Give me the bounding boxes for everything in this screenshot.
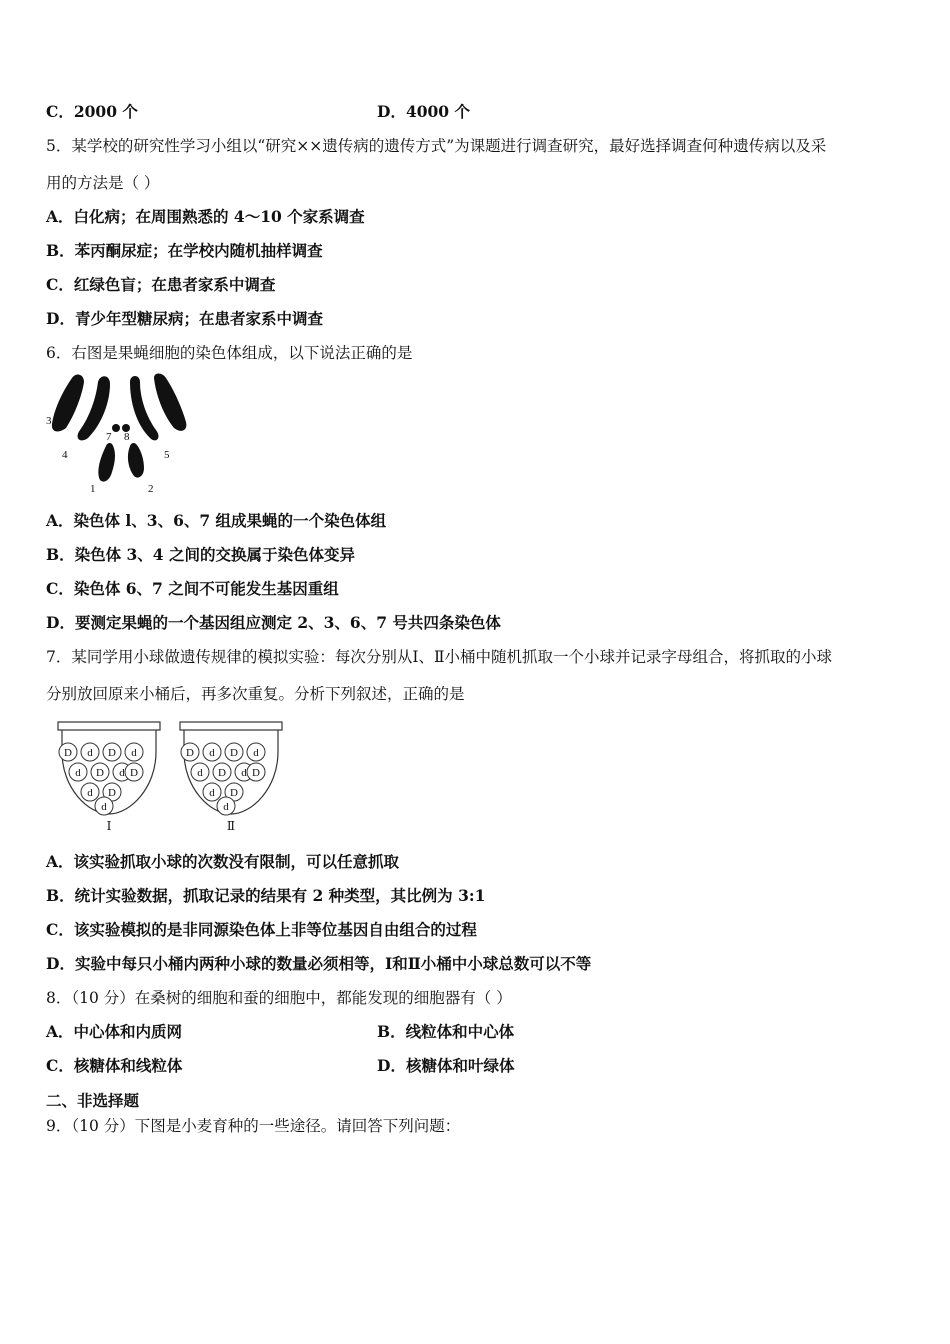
bucket-2-ball-letter: d (209, 787, 215, 799)
q8-option-a: A．中心体和内质网 (46, 1022, 183, 1041)
chromosome-7 (112, 424, 120, 432)
bucket-1-label: Ⅰ (106, 819, 112, 833)
bucket-1-ball-letter: D (64, 747, 72, 759)
q8-option-d: D．核糖体和叶绿体 (377, 1056, 515, 1075)
bucket-1-ball-letter: d (87, 787, 93, 799)
option-c: C．2000 个 (46, 102, 138, 121)
q7-option-b: B．统计实验数据，抓取记录的结果有 2 种类型，其比例为 3:1 (46, 886, 486, 905)
figure-label-3: 3 (46, 415, 52, 427)
q7-option-a: A．该实验抓取小球的次数没有限制，可以任意抓取 (46, 852, 400, 871)
bucket-2-ball-letter: d (197, 767, 203, 779)
figure-label-8: 8 (124, 431, 130, 443)
bucket-1-ball-letter: d (119, 767, 125, 779)
q6-option-c: C．染色体 6、7 之间不可能发生基因重组 (46, 579, 339, 598)
chromosome-1 (98, 443, 115, 482)
bucket-2-ball-letter: D (230, 787, 238, 799)
figure-label-2: 2 (148, 483, 154, 495)
q8-option-c: C．核糖体和线粒体 (46, 1056, 183, 1075)
chromosome-5 (130, 376, 158, 440)
q7-option-c: C．该实验模拟的是非同源染色体上非等位基因自由组合的过程 (46, 920, 477, 939)
q5-option-a: A．白化病；在周围熟悉的 4～10 个家系调查 (46, 207, 365, 226)
bucket-2-ball-letter: D (218, 767, 226, 779)
bucket-2-ball-letter: d (253, 747, 259, 759)
fruit-fly-chromosome-figure (44, 372, 192, 496)
q7-stem-line2: 分别放回原来小桶后，再多次重复。分析下列叙述，正确的是 (46, 685, 465, 703)
figure-label-1: 1 (90, 483, 96, 495)
q8-option-b: B．线粒体和中心体 (377, 1022, 515, 1041)
q5-stem-line1: 5．某学校的研究性学习小组以“研究××遗传病的遗传方式”为课题进行调查研究，最好选择调查何种遗传病以及采 (46, 137, 827, 155)
bucket-2-ball-letter: d (223, 801, 229, 813)
q5-stem-line2: 用的方法是（ ） (46, 174, 160, 192)
q6-option-a: A．染色体 l、3、6、7 组成果蝇的一个染色体组 (46, 511, 387, 530)
bucket-1 (58, 722, 160, 833)
q8-stem: 8．（10 分）在桑树的细胞和蚕的细胞中，都能发现的细胞器有（ ） (46, 989, 512, 1007)
bucket-1-ball-letter: D (108, 787, 116, 799)
chromosome-2 (128, 443, 144, 478)
option-d: D．4000 个 (377, 102, 470, 121)
q9-stem: 9．（10 分）下图是小麦育种的一些途径。请回答下列问题： (46, 1117, 461, 1135)
bucket-1-ball-letter: D (96, 767, 104, 779)
bucket-2-label: Ⅱ (226, 819, 236, 833)
bucket-1-ball-letter: d (75, 767, 81, 779)
bucket-2-ball-letter: d (209, 747, 215, 759)
q6-option-d: D．要测定果蝇的一个基因组应测定 2、3、6、7 号共四条染色体 (46, 613, 501, 632)
bucket-1-ball-letter: D (130, 767, 138, 779)
q6-option-b: B．染色体 3、4 之间的交换属于染色体变异 (46, 545, 355, 564)
bucket-1-ball-letter: d (101, 801, 107, 813)
bucket-2-ball-letter: d (241, 767, 247, 779)
q7-stem-line1: 7．某同学用小球做遗传规律的模拟实验：每次分别从Ⅰ、Ⅱ小桶中随机抓取一个小球并记录字母组合，将抓取的小球 (46, 648, 833, 666)
bucket-2-ball-letter: D (186, 747, 194, 759)
q7-option-d: D．实验中每只小桶内两种小球的数量必须相等，Ⅰ和Ⅱ小桶中小球总数可以不等 (46, 954, 592, 973)
q6-stem: 6．右图是果蝇细胞的染色体组成，以下说法正确的是 (46, 344, 413, 362)
bucket-1-ball-letter: d (131, 747, 137, 759)
figure-label-5: 5 (164, 449, 170, 461)
bucket-2 (180, 722, 282, 833)
bucket-1-ball-letter: d (87, 747, 93, 759)
q5-option-c: C．红绿色盲；在患者家系中调查 (46, 275, 276, 294)
chromosome-3 (52, 375, 84, 432)
q5-option-d: D．青少年型糖尿病；在患者家系中调查 (46, 309, 323, 328)
section-heading: 二、非选择题 (46, 1091, 140, 1110)
figure-label-7: 7 (106, 431, 112, 443)
q5-option-b: B．苯丙酮尿症；在学校内随机抽样调查 (46, 241, 323, 260)
bucket-1-ball-letter: D (108, 747, 116, 759)
figure-label-4: 4 (62, 449, 68, 461)
buckets-figure (54, 718, 290, 836)
figure-label-6: 6 (179, 415, 185, 427)
bucket-2-ball-letter: D (230, 747, 238, 759)
bucket-2-ball-letter: D (252, 767, 260, 779)
